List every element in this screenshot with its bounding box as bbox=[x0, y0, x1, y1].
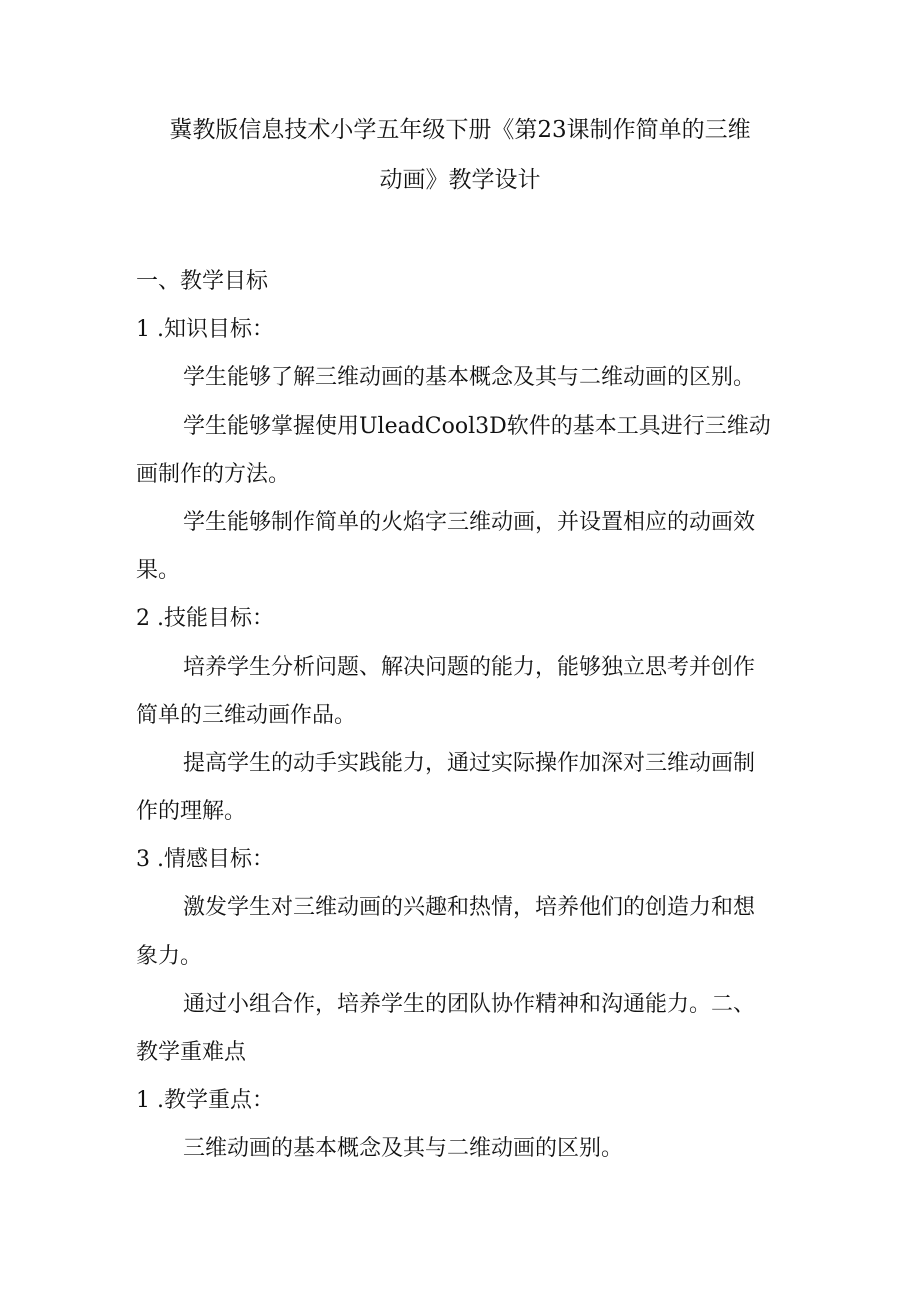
paragraph-line: 三维动画的基本概念及其与二维动画的区别。 bbox=[183, 1136, 624, 1162]
paragraph-line: 激发学生对三维动画的兴趣和热情，培养他们的创造力和想 bbox=[183, 895, 756, 921]
section-heading-key-points: 教学重难点 bbox=[136, 1040, 247, 1065]
document-body bbox=[136, 258, 796, 1174]
paragraph-line: 画制作的方法。 bbox=[136, 461, 291, 487]
paragraph-line: 提高学生的动手实践能力，通过实际操作加深对三维动画制 bbox=[183, 750, 756, 776]
subheading-skills: 2 .技能目标： bbox=[136, 606, 274, 632]
document-title-line-1: 冀教版信息技术小学五年级下册《第23课制作简单的三维 bbox=[169, 117, 751, 143]
subheading-teaching-focus: 1 .教学重点： bbox=[136, 1088, 274, 1114]
subheading-knowledge: 1 .知识目标： bbox=[136, 317, 274, 343]
subheading-emotion: 3 .情感目标： bbox=[136, 847, 274, 873]
paragraph-line: 作的理解。 bbox=[136, 799, 247, 825]
paragraph-line: 果。 bbox=[136, 558, 181, 584]
section-heading-goals: 一、教学目标 bbox=[136, 269, 269, 294]
paragraph-line: 简单的三维动画作品。 bbox=[136, 702, 357, 728]
paragraph-line: 培养学生分析问题、解决问题的能力，能够独立思考并创作 bbox=[183, 654, 756, 680]
paragraph-line: 学生能够制作简单的火焰字三维动画，并设置相应的动画效 bbox=[183, 509, 756, 535]
paragraph-line: 学生能够掌握使用UleadCool3D软件的基本工具进行三维动 bbox=[183, 413, 771, 439]
paragraph-line: 象力。 bbox=[136, 943, 203, 969]
paragraph-line: 学生能够了解三维动画的基本概念及其与二维动画的区别。 bbox=[183, 365, 756, 391]
document-title-line-2: 动画》教学设计 bbox=[379, 167, 541, 193]
paragraph-line: 通过小组合作，培养学生的团队协作精神和沟通能力。二、 bbox=[183, 991, 756, 1017]
